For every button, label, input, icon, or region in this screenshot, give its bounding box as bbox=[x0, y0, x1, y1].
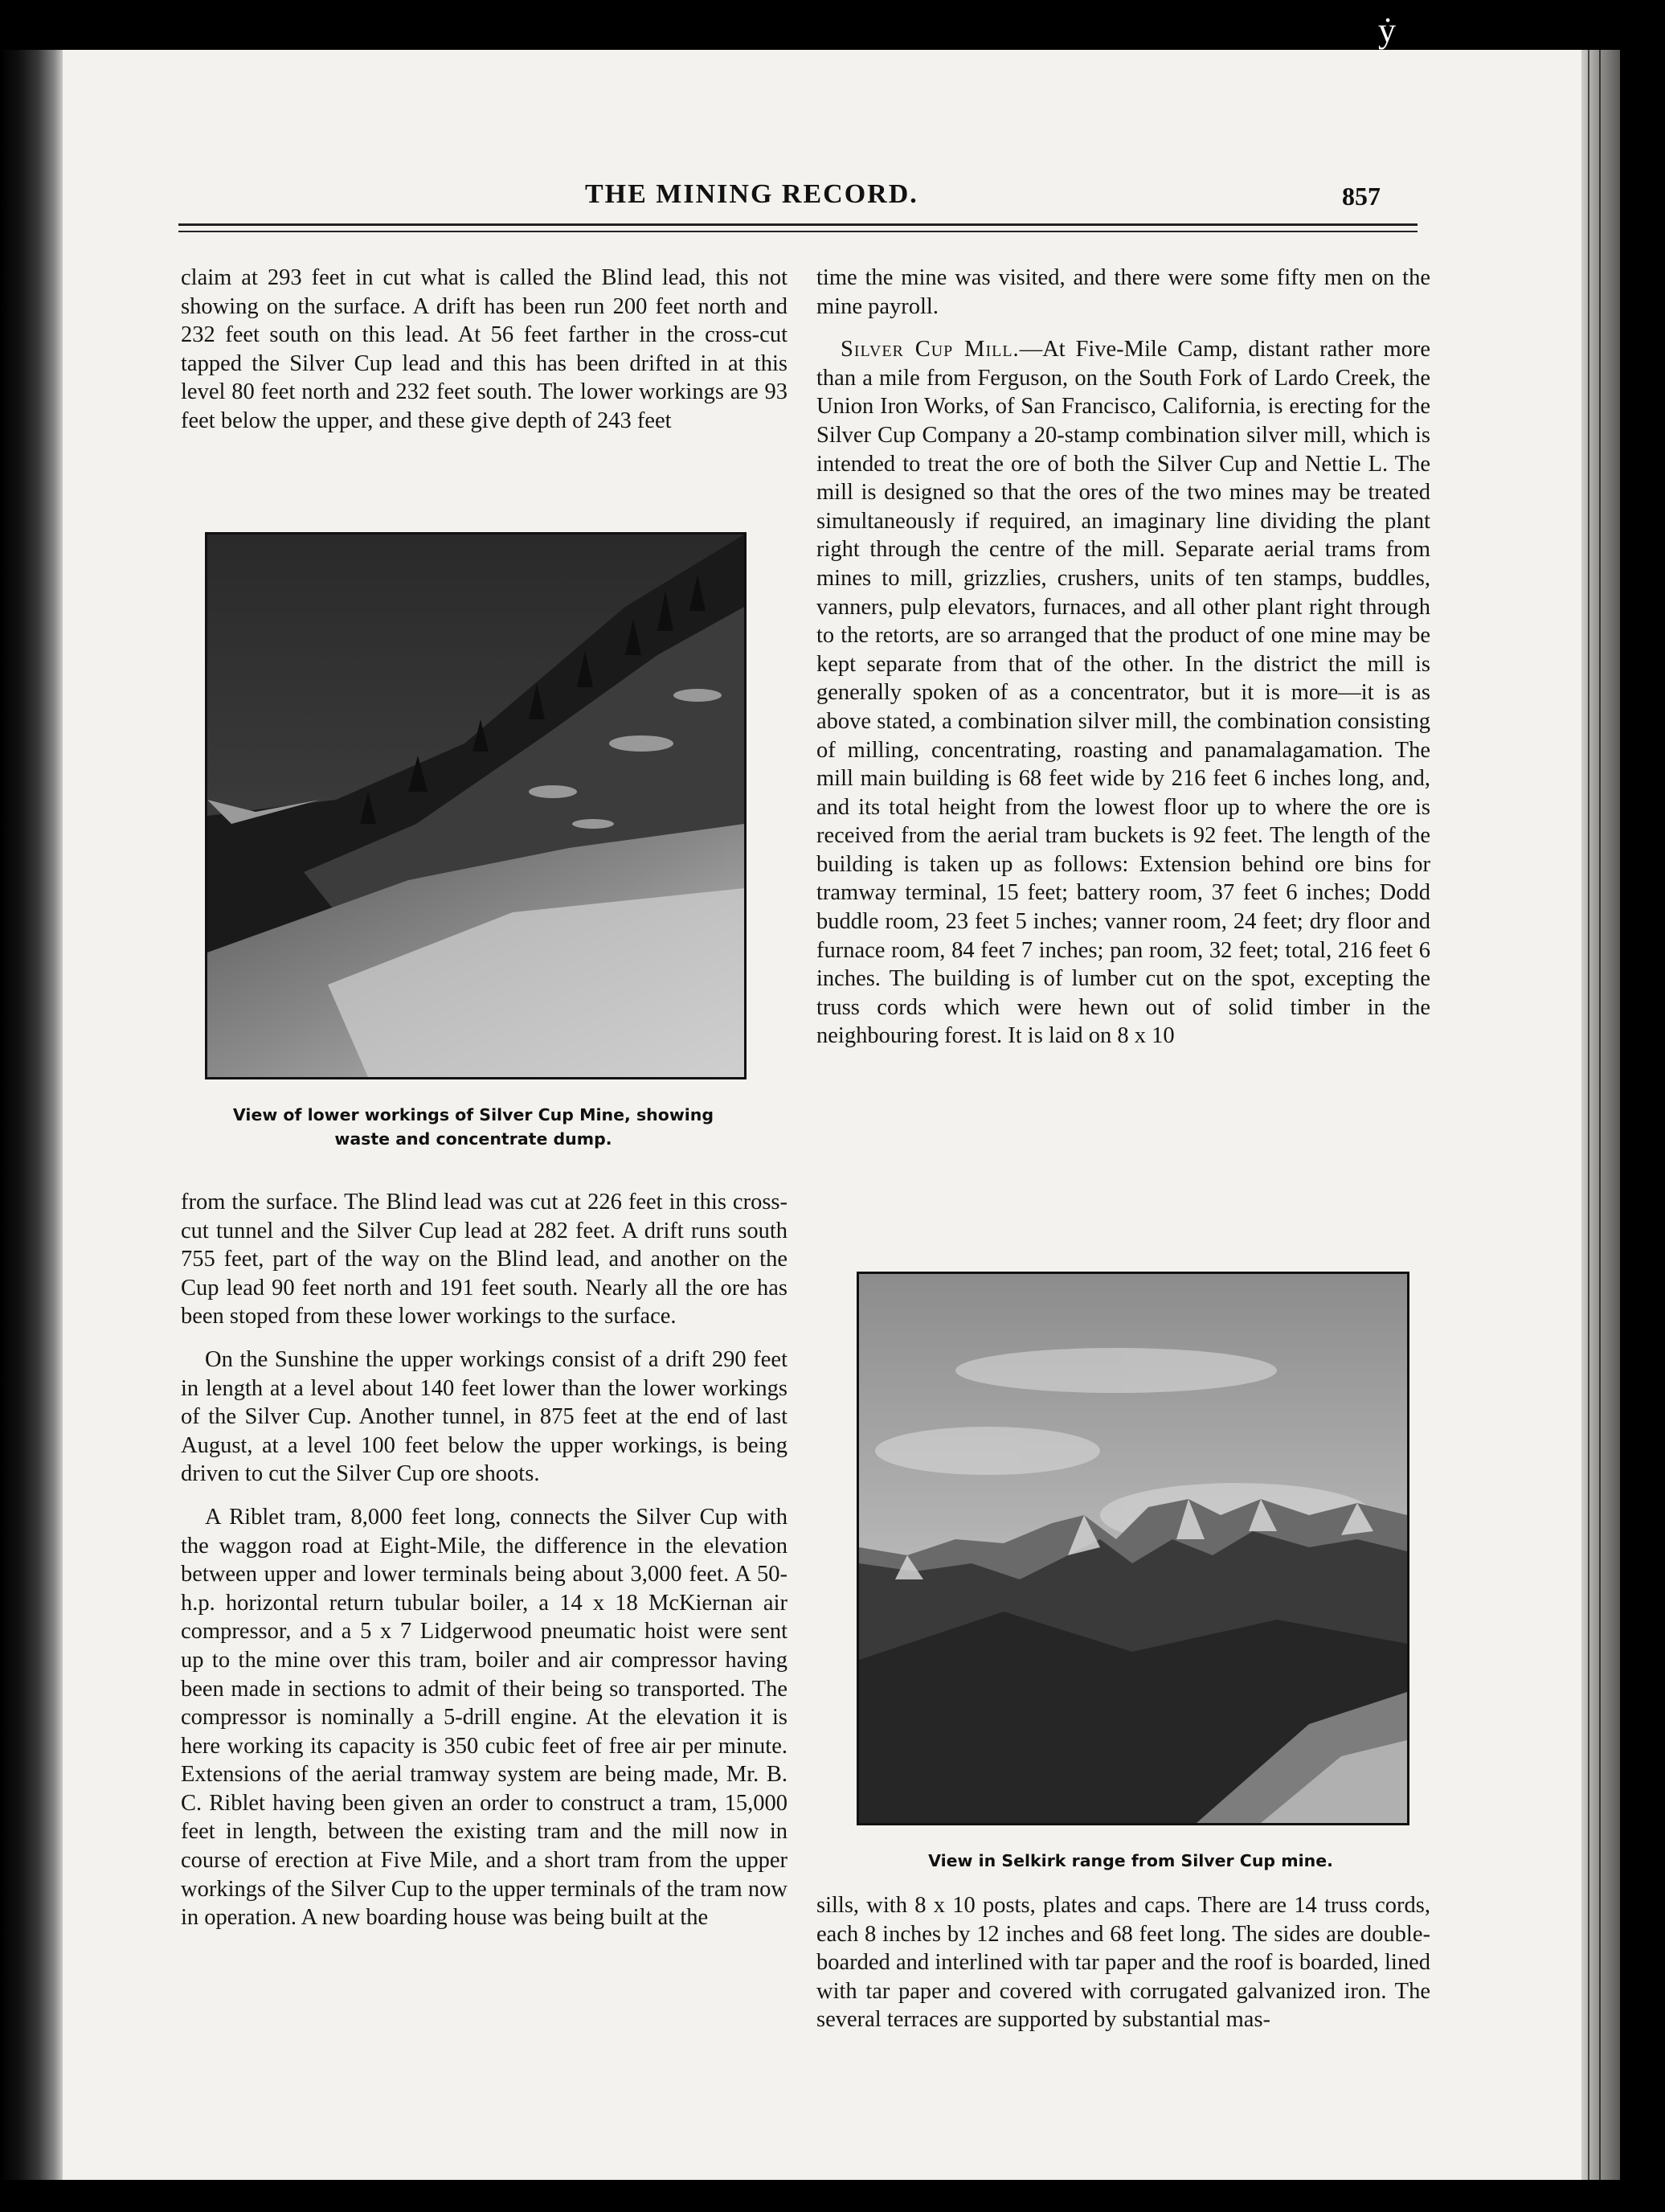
paragraph-surface-continued: from the surface. The Blind lead was cut at 226 feet in this cross-cut tunnel and the Silver Cup lead at 282 feet. A drift runs south 755 feet, part of the way on the Blind lead, and another on the Cup lead 90 feet north and 191 feet south. Nearly all the ore has been stoped from these lower workings to the surface. bbox=[181, 1190, 788, 1329]
mountain-range-photo-icon bbox=[859, 1274, 1407, 1823]
margin-mark-icon: ẏ bbox=[1378, 10, 1396, 50]
mill-description-text: —At Five-Mile Camp, distant rather more than a mile from Ferguson, on the South Fork of Lardo Creek, the Union Iron Works, of San Francisco, California, is erecting for the Silver Cup Company a 20-stamp combination silver mill, which is intended to treat the ore of both the Silver Cup and Nettie L. The mill is designed so that the ores of the two mines may be treated simultaneously if required, an imaginary line dividing the plant right through the centre of the mill. Separate aerial trams from mines to mill, grizzlies, crushers, units of ten stamps, buddles, vanners, pulp elevators, furnaces, and all other plant right through to the retorts, are so arranged that the product of one mine may be kept separate from that of the other. In the district the mill is generally spoken of as a concentrator, but it is more—it is as above stated, a combination silver mill, the combination consisting of milling, concentrating, roasting and panamalagamation. The mill main building is 68 feet wide by 216 feet 6 inches long, and, and its total height from the lowest floor up to where the ore is received from the aerial tram buckets is 92 feet. The length of the building is taken up as follows: Extension behind ore bins for tramway terminal, 15 feet; battery room, 37 feet 6 inches; Dodd buddle room, 23 feet 5 inches; vanner room, 24 feet; dry floor and furnace room, 84 feet 7 inches; pan room, 32 feet; total, 216 feet 6 inches. The building is of lumber cut on the spot, excepting the truss cords which were hewn out of solid timber in the neighbouring forest. It is laid on 8 x 10 bbox=[816, 337, 1430, 1049]
section-heading-silver-cup-mill: Silver Cup Mill. bbox=[841, 337, 1020, 363]
paragraph-sills-truss: sills, with 8 x 10 posts, plates and caps. There are 14 truss cords, each 8 inches by 12 inches and 68 feet long. The sides are double-boarded and interlined with tar paper and the roof is boarded, lined with tar paper and covered with corrugated galvanized iron. The several terraces are supported by substantial mas- bbox=[816, 1893, 1430, 2033]
figure-2-caption: View in Selkirk range from Silver Cup mine. bbox=[928, 1851, 1333, 1870]
mountain-slope-photo-icon bbox=[207, 535, 744, 1077]
paragraph-riblet-tram: A Riblet tram, 8,000 feet long, connects the Silver Cup with the waggon road at Eight-Mile, the difference in the elevation between upper and lower terminals being about 3,000 feet. A 50-h.p. horizontal return tubular boiler, a 14 x 18 McKiernan air compressor, and a 5 x 7 Lidgerwood pneumatic hoist were sent up to the mine over this tram, boiler and air compressor having been made in sections to admit of their being so transported. The compressor is nominally a 5-drill engine. At the elevation it is here working its capacity is 350 cubic feet of free air per minute. Extensions of the aerial tramway system are being made, Mr. B. C. Riblet having been given an order to construct a tram, 15,000 feet in length, between the existing tram and the mill now in course of erection at Five Mile, and a short tram from the upper workings of the Silver Cup to the upper terminals of the tram now in operation. A new boarding house was being built at the bbox=[181, 1504, 788, 1931]
column-1-top bbox=[181, 264, 788, 436]
page-edge-stack bbox=[1581, 50, 1620, 2180]
header-rule bbox=[178, 223, 1418, 226]
header-rule-double bbox=[178, 231, 1418, 232]
column-2-top bbox=[816, 264, 1430, 1051]
running-header-title: THE MINING RECORD. bbox=[585, 179, 918, 209]
book-spine-shadow bbox=[0, 50, 64, 2180]
paragraph-silver-cup-mill bbox=[816, 335, 1430, 1051]
paragraph-sunshine: On the Sunshine the upper workings consist of a drift 290 feet in length at a level about 140 feet lower than the lower workings of the Silver Cup. Another tunnel, in 875 feet at the end of last August, at a level 100 feet below the upper workings, is being driven to cut the Silver Cup ore shoots. bbox=[181, 1346, 788, 1487]
photo-lower-workings bbox=[205, 532, 747, 1079]
paragraph-blind-lead: claim at 293 feet in cut what is called the Blind lead, this not showing on the surface. A drift has been run 200 feet north and 232 feet south on this lead. At 56 feet farther in the cross-cut tapped the Silver Cup lead and this has been drifted in at this level 80 feet north and 232 feet south. The lower workings are 93 feet below the upper, and these give depth of 243 feet bbox=[181, 265, 788, 433]
column-1-bottom bbox=[181, 1188, 788, 1932]
column-2-bottom bbox=[816, 1891, 1430, 2034]
photo-selkirk-range bbox=[857, 1272, 1409, 1825]
paragraph-payroll: time the mine was visited, and there were some fifty men on the mine payroll. bbox=[816, 265, 1430, 319]
page-number: 857 bbox=[1342, 182, 1381, 211]
figure-1-caption: View of lower workings of Silver Cup Mine, showing waste and concentrate dump. bbox=[232, 1105, 714, 1149]
